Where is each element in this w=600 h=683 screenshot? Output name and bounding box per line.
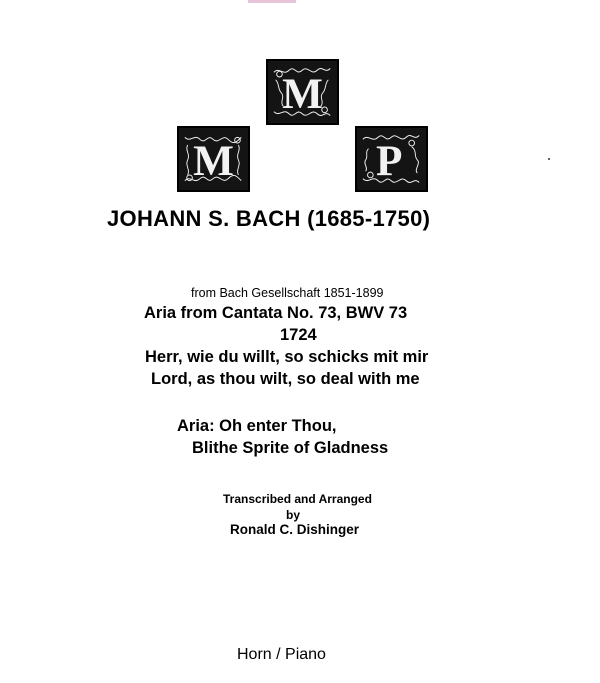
composer-heading: JOHANN S. BACH (1685-1750) [107,206,431,231]
german-title: Herr, wie du willt, so schicks mit mir [145,348,429,366]
by-label: by [286,508,301,522]
composition-year: 1724 [280,326,317,344]
logo-letter-p [355,126,428,192]
instrumentation: Horn / Piano [237,646,326,663]
logo-letter: P [375,136,403,185]
top-edge-strip [248,0,296,3]
logo-letter: M [193,136,234,185]
aria-subtitle-line1: Aria: Oh enter Thou, [177,417,337,435]
logo-letter-m-left [177,126,250,192]
arranger-name: Ronald C. Dishinger [230,522,360,537]
logo-letter-m-top [266,59,339,125]
transcribed-credit: Transcribed and Arranged [223,492,372,506]
source-note: from Bach Gesellschaft 1851-1899 [191,286,384,300]
english-title: Lord, as thou wilt, so deal with me [151,370,420,388]
aria-subtitle-line2: Blithe Sprite of Gladness [192,439,389,457]
aria-cantata-title: Aria from Cantata No. 73, BWV 73 [144,304,408,322]
paper-speck [548,158,550,160]
logo-letter: M [282,69,323,118]
